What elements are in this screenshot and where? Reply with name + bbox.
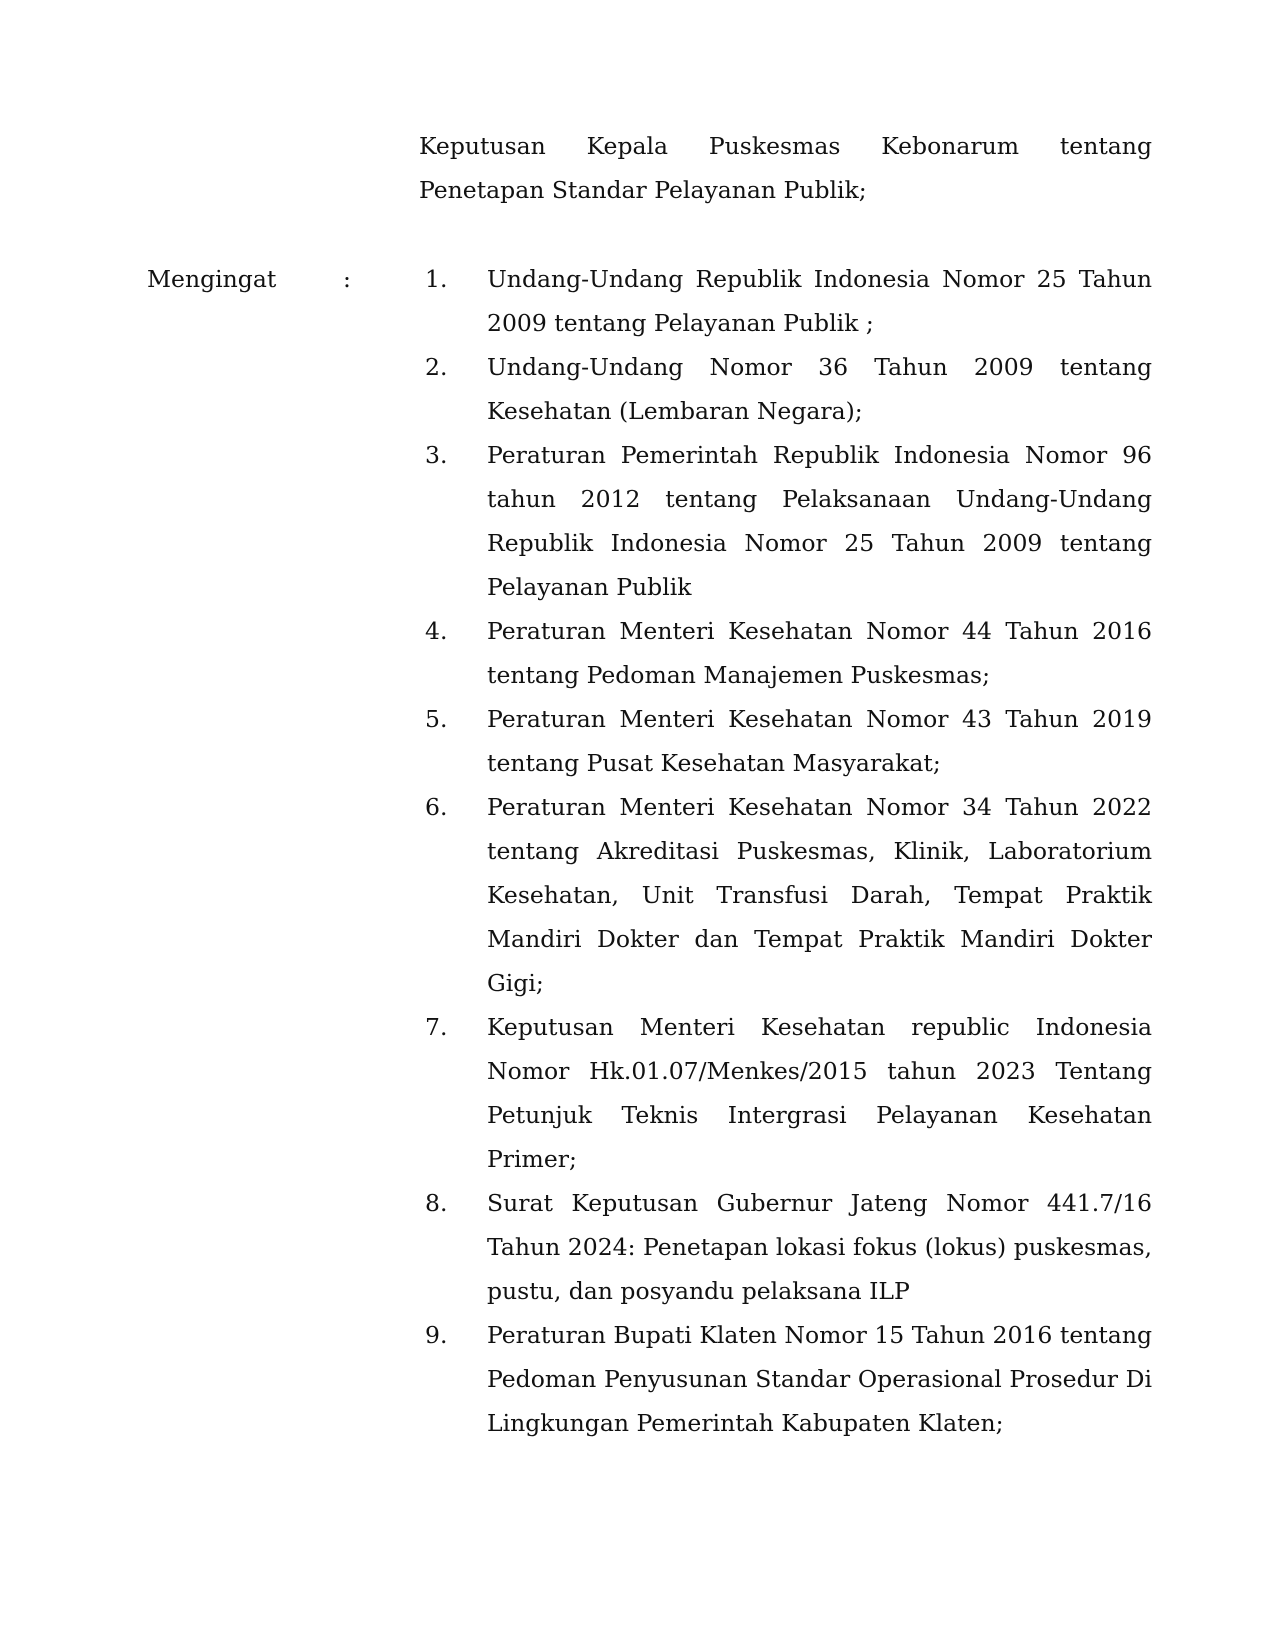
- list-item: [419, 609, 1152, 697]
- list-item: [419, 785, 1152, 1005]
- list-item: [419, 345, 1152, 433]
- intro-paragraph: [419, 124, 1152, 212]
- list-item: [419, 1005, 1152, 1181]
- list-item-number: 7.: [425, 1013, 448, 1041]
- list-item-text: Keputusan Menteri Kesehatan republic Indonesia Nomor Hk.01.07/Menkes/2015 tahun 2023 Tentang Petunjuk Teknis Intergrasi Pelayanan Kesehatan Primer;: [487, 1013, 1152, 1173]
- list-item-number: 3.: [425, 441, 448, 469]
- list-item: [419, 697, 1152, 785]
- list-item-text: Peraturan Pemerintah Republik Indonesia Nomor 96 tahun 2012 tentang Pelaksanaan Undang-Undang Republik Indonesia Nomor 25 Tahun 2009 tentang Pelayanan Publik: [487, 441, 1152, 601]
- list-item-text: Peraturan Menteri Kesehatan Nomor 43 Tahun 2019 tentang Pusat Kesehatan Masyarakat;: [487, 705, 1152, 777]
- list-item-number: 5.: [425, 705, 448, 733]
- intro-line-1: Keputusan Kepala Puskesmas Kebonarum tentang: [419, 132, 1152, 160]
- list-item-number: 8.: [425, 1189, 448, 1217]
- mengingat-colon: :: [343, 265, 351, 293]
- mengingat-label: Mengingat: [147, 265, 277, 293]
- list-item-number: 9.: [425, 1321, 448, 1349]
- mengingat-list: [419, 257, 1152, 1445]
- list-item-number: 2.: [425, 353, 448, 381]
- list-item-text: Surat Keputusan Gubernur Jateng Nomor 441.7/16 Tahun 2024: Penetapan lokasi fokus (lokus) puskesmas, pustu, dan posyandu pelaksana ILP: [487, 1189, 1152, 1305]
- list-item: [419, 1181, 1152, 1313]
- list-item-text: Peraturan Menteri Kesehatan Nomor 34 Tahun 2022 tentang Akreditasi Puskesmas, Klinik, Laboratorium Kesehatan, Unit Transfusi Darah, Tempat Praktik Mandiri Dokter dan Tempat Praktik Mandiri Dokter Gigi;: [487, 793, 1152, 997]
- list-item: [419, 1313, 1152, 1445]
- list-item: [419, 433, 1152, 609]
- list-item-text: Peraturan Bupati Klaten Nomor 15 Tahun 2016 tentang Pedoman Penyusunan Standar Operasional Prosedur Di Lingkungan Pemerintah Kabupaten Klaten;: [487, 1321, 1152, 1437]
- intro-line-2: Penetapan Standar Pelayanan Publik;: [419, 176, 867, 204]
- list-item-number: 6.: [425, 793, 448, 821]
- list-item-number: 4.: [425, 617, 448, 645]
- list-item-number: 1.: [425, 265, 448, 293]
- list-item-text: Undang-Undang Republik Indonesia Nomor 25 Tahun 2009 tentang Pelayanan Publik ;: [487, 265, 1152, 337]
- list-item: [419, 257, 1152, 345]
- list-item-text: Peraturan Menteri Kesehatan Nomor 44 Tahun 2016 tentang Pedoman Manajemen Puskesmas;: [487, 617, 1152, 689]
- list-item-text: Undang-Undang Nomor 36 Tahun 2009 tentang Kesehatan (Lembaran Negara);: [487, 353, 1152, 425]
